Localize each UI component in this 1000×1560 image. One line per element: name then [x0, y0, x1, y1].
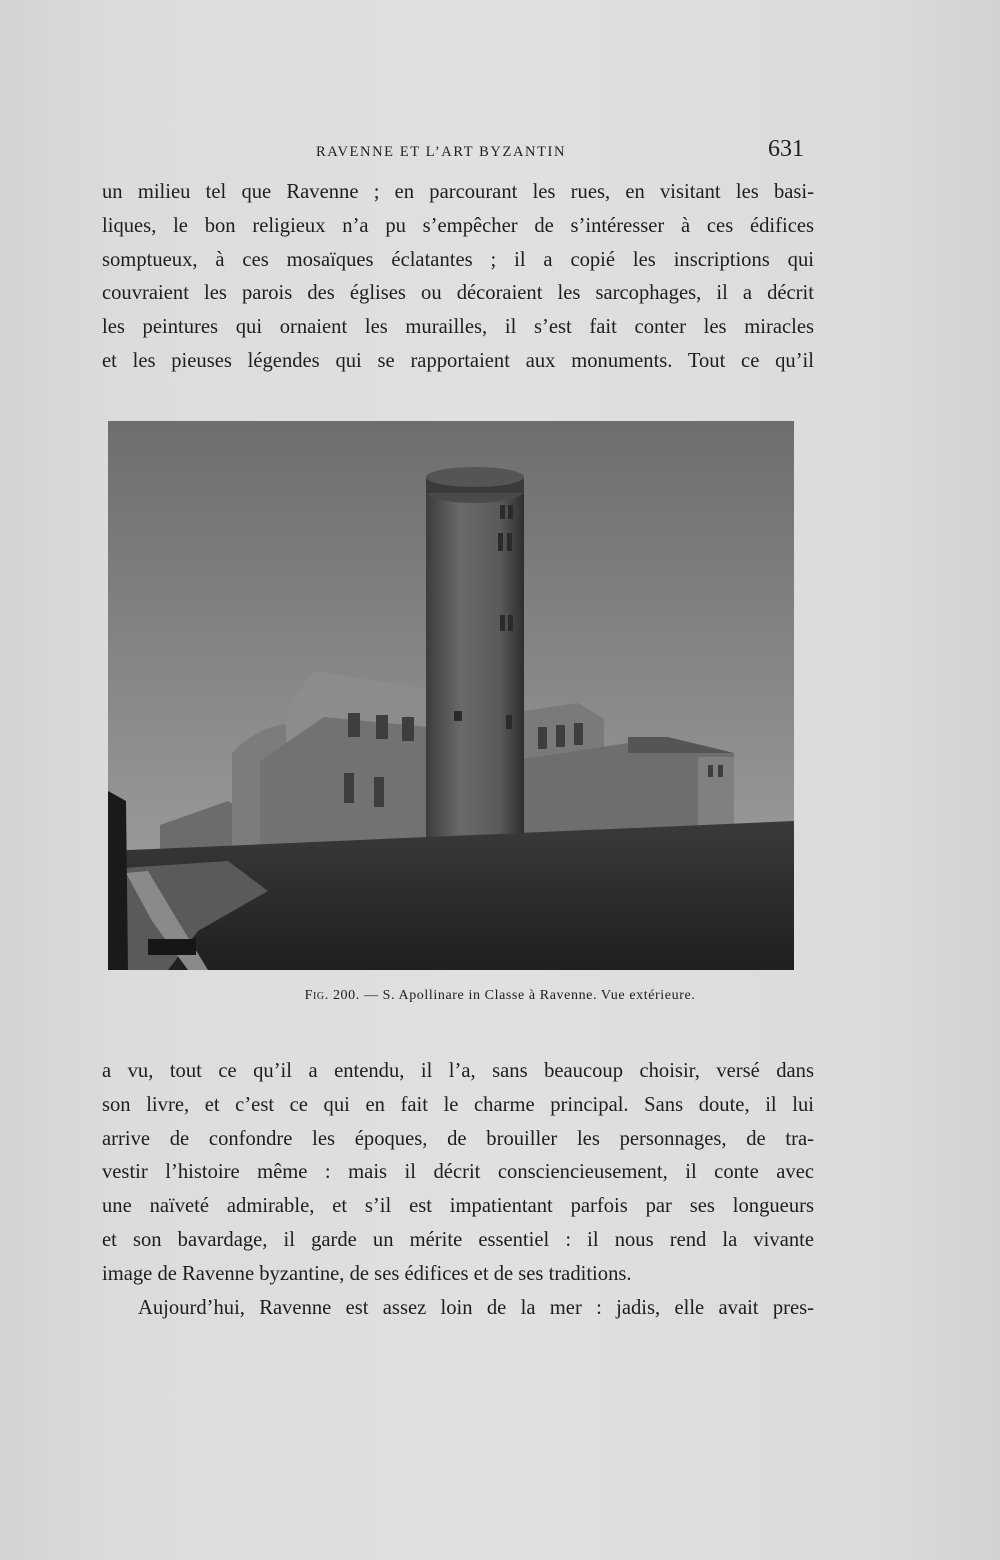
running-head — [0, 136, 1000, 166]
figure-caption — [0, 988, 1000, 1004]
text-line: arrive de confondre les époques, de brouiller les personnages, de tra- — [102, 1127, 814, 1150]
text-line: un milieu tel que Ravenne ; en parcourant les rues, en visitant les basi- — [102, 181, 814, 203]
figure-photograph — [108, 421, 794, 970]
text-line: Aujourd’hui, Ravenne est assez loin de la mer : jadis, elle avait pres- — [138, 1296, 814, 1319]
text-line: liques, le bon religieux n’a pu s’empêcher de s’intéresser à ces édifices — [102, 214, 814, 237]
figure-label: Fig. 200. — — [304, 988, 379, 1003]
text-line: et les pieuses légendes qui se rapportaient aux monuments. Tout ce qu’il — [102, 349, 814, 372]
text-line: une naïveté admirable, et s’il est impatientant parfois par ses longueurs — [102, 1195, 814, 1218]
side-building — [698, 757, 734, 829]
text-line: image de Ravenne byzantine, de ses édifices et de ses traditions. — [102, 1262, 632, 1285]
running-title: RAVENNE ET L’ART BYZANTIN — [316, 144, 567, 160]
text-line: a vu, tout ce qu’il a entendu, il l’a, sans beaucoup choisir, versé dans — [102, 1060, 814, 1082]
text-line: les peintures qui ornaient les murailles, il s’est fait conter les miracles — [102, 316, 814, 339]
paragraph-top — [102, 176, 814, 379]
text-line: somptueux, à ces mosaïques éclatantes ; il a copié les inscriptions qui — [102, 248, 814, 271]
text-line: vestir l’histoire même : mais il décrit consciencieusement, il conte avec — [102, 1161, 814, 1184]
page-number: 631 — [768, 136, 804, 162]
figure-caption-text: S. Apollinare in Classe à Ravenne. Vue extérieure. — [382, 988, 696, 1003]
basilica-photo — [108, 421, 794, 970]
text-line: et son bavardage, il garde un mérite essentiel : il nous rend la vivante — [102, 1228, 814, 1251]
text-line: couvraient les parois des églises ou décoraient les sarcophages, il a décrit — [102, 282, 814, 305]
text-line: son livre, et c’est ce qui en fait le charme principal. Sans doute, il lui — [102, 1093, 814, 1116]
paragraph-bottom — [102, 1055, 814, 1325]
left-foliage — [108, 791, 128, 970]
